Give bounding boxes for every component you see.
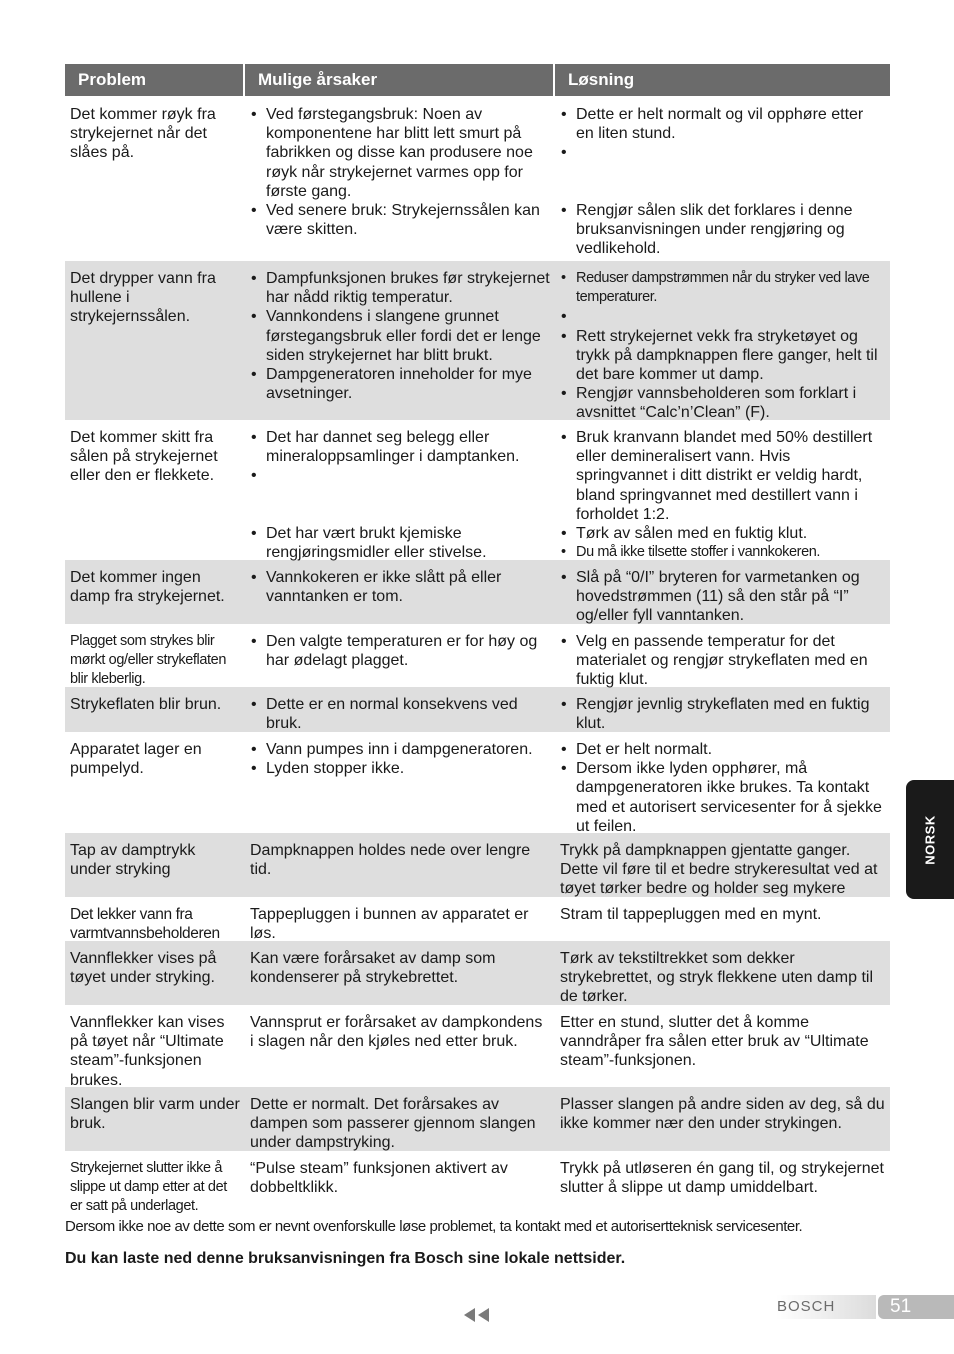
solution-item: • Slå på “0/I” bryteren for varmetanken og hovedstrømmen (11) så den står på “I” og/eller fyll vanntanken. — [560, 568, 885, 626]
solutions-cell — [555, 97, 890, 261]
cause-item: • Det har dannet seg belegg eller mineraloppsamlinger i damptanken. — [250, 428, 550, 466]
problem-cell: Strykeflaten blir brun. — [70, 696, 222, 713]
causes-cell — [245, 261, 555, 420]
spacer — [560, 143, 885, 201]
solutions-cell — [555, 732, 890, 833]
table-row — [65, 687, 890, 732]
table-header — [65, 64, 890, 97]
table-row — [65, 560, 890, 624]
download-note: Du kan laste ned denne bruksanvisningen fra Bosch sine lokale nettsider. — [65, 1250, 626, 1267]
solution-item: • Velg en passende temperatur for det materialet og rengjør strykeflaten med en fuktig klut. — [560, 632, 885, 690]
causes-cell — [245, 687, 555, 732]
solutions-cell: Plasser slangen på andre siden av deg, så du ikke kommer nær den under strykingen. — [560, 1096, 885, 1133]
language-tab-label: NORSK — [922, 814, 938, 865]
problem-cell: Det kommer røyk fra strykejernet når det slåes på. — [70, 106, 216, 162]
problem-cell: Det kommer ingen damp fra strykejernet. — [70, 569, 225, 606]
problem-cell: Plagget som strykes blir mørkt og/eller strykeflaten blir kleberlig. — [70, 633, 226, 688]
solutions-cell — [555, 624, 890, 687]
cause-item: • Ved førstegangsbruk: Noen av komponentene har blitt lett smurt på fabrikken og disse kan produsere noe røyk når strykejernet varmes opp for første gang. — [250, 105, 550, 201]
cause-item: • Dampgeneratoren inneholder for mye avsetninger. — [250, 365, 550, 403]
table-row — [65, 732, 890, 833]
solution-item: • Tørk av sålen med en fuktig klut. — [560, 524, 885, 543]
problem-cell: Vannflekker kan vises på tøyet når “Ultimate steam”-funksjonen brukes. — [70, 1014, 225, 1089]
table-row — [65, 624, 890, 687]
causes-cell — [245, 732, 555, 833]
table-row — [65, 1005, 890, 1087]
solutions-cell: Trykk på dampknappen gjentatte ganger. Dette vil føre til et bedre strykeresultat ved at tøyet tørker bedre og holder seg mykere — [560, 842, 878, 898]
table-row — [65, 941, 890, 1005]
cause-item: • Lyden stopper ikke. — [250, 759, 550, 778]
problem-cell: Det drypper vann fra hullene i strykejernssålen. — [70, 270, 216, 326]
problem-cell: Det lekker vann fra varmtvannsbeholderen — [70, 906, 220, 943]
solution-item: • Dette er helt normalt og vil opphøre etter en liten stund. — [560, 105, 885, 143]
solutions-cell — [555, 420, 890, 560]
table-row — [65, 97, 890, 261]
causes-cell — [245, 624, 555, 687]
table-row — [65, 1087, 890, 1151]
solutions-cell: Etter en stund, slutter det å komme vanndråper fra sålen etter bruk av “Ultimate steam”-funksjonen. — [560, 1014, 869, 1070]
solution-item: • Du må ikke tilsette stoffer i vannkokeren. — [560, 543, 885, 562]
causes-cell: Dampknappen holdes nede over lengre tid. — [250, 842, 531, 879]
solutions-cell — [555, 261, 890, 420]
cause-item: • Dette er en normal konsekvens ved bruk. — [250, 695, 550, 733]
solution-item: • Rengjør jevnlig strykeflaten med en fuktig klut. — [560, 695, 885, 733]
header-causes: Mulige årsaker — [245, 64, 555, 96]
spacer — [560, 307, 885, 326]
header-solution: Løsning — [568, 70, 635, 89]
brand-name: BOSCH — [777, 1298, 836, 1315]
causes-cell — [245, 560, 555, 624]
causes-cell — [245, 97, 555, 261]
solution-item: • Dersom ikke lyden opphører, må dampgeneratoren ikke brukes. Ta kontakt med et autorisert servicesenter for å sjekke ut feilen. — [560, 759, 885, 836]
causes-cell: Vannsprut er forårsaket av dampkondens i slagen når den kjøles ned etter bruk. — [250, 1014, 543, 1051]
cause-item: • Ved senere bruk: Strykejernssålen kan være skitten. — [250, 201, 550, 239]
problem-cell: Det kommer skitt fra sålen på strykejernet eller den er flekkete. — [70, 429, 218, 485]
solution-item: • Det er helt normalt. — [560, 740, 885, 759]
problem-cell: Vannflekker vises på tøyet under stryking. — [70, 950, 217, 987]
table-row — [65, 420, 890, 560]
cause-item: • Den valgte temperaturen er for høy og har ødelagt plagget. — [250, 632, 550, 670]
problem-cell: Tap av damptrykk under stryking — [70, 842, 196, 879]
troubleshooting-table — [65, 64, 890, 1214]
cause-item: • Vann pumpes inn i dampgeneratoren. — [250, 740, 550, 759]
solution-item: • Rett strykejernet vekk fra stryketøyet og trykk på dampknappen flere ganger, helt til det bare kommer ut damp. — [560, 327, 885, 385]
header-problem: Problem — [65, 64, 245, 96]
solutions-cell — [555, 560, 890, 624]
double-left-arrow-icon[interactable] — [463, 1307, 491, 1323]
cause-item: • Det har vært brukt kjemiske rengjøringsmidler eller stivelse. — [250, 524, 550, 562]
problem-cell: Slangen blir varm under bruk. — [70, 1096, 240, 1133]
table-row — [65, 833, 890, 897]
table-row — [65, 261, 890, 420]
service-footnote: Dersom ikke noe av dette som er nevnt ovenforskulle løse problemet, ta kontakt med et autorisertteknisk servicesenter. — [65, 1218, 803, 1235]
causes-cell — [245, 420, 555, 560]
solutions-cell: Trykk på utløseren én gang til, og strykejernet slutter å slippe ut damp umiddelbart. — [560, 1160, 884, 1197]
causes-cell: Dette er normalt. Det forårsakes av dampen som passerer gjennom slangen under dampstryking. — [250, 1096, 536, 1152]
table-row — [65, 1151, 890, 1214]
solution-item: • Rengjør sålen slik det forklares i denne bruksanvisningen under rengjøring og vedlikehold. — [560, 201, 885, 259]
table-row — [65, 897, 890, 941]
problem-cell: Strykejernet slutter ikke å slippe ut damp etter at det er satt på underlaget. — [70, 1160, 227, 1215]
causes-cell: Kan være forårsaket av damp som kondenserer på strykebrettet. — [250, 950, 496, 987]
solution-item: • Reduser dampstrømmen når du stryker ved lave temperaturer. — [560, 269, 885, 307]
solutions-cell: Tørk av tekstiltrekket som dekker strykebrettet, og stryk flekkene uten damp til de tørker. — [560, 950, 874, 1006]
solutions-cell: Stram til tappepluggen med en mynt. — [560, 906, 822, 923]
page-number: 51 — [890, 1296, 912, 1317]
causes-cell: “Pulse steam” funksjonen aktivert av dobbeltklikk. — [250, 1160, 508, 1197]
causes-cell: Tappepluggen i bunnen av apparatet er løs. — [250, 906, 529, 943]
solutions-cell — [555, 687, 890, 732]
cause-item: • Dampfunksjonen brukes før strykejernet har nådd riktig temperatur. — [250, 269, 550, 307]
solution-item: • Rengjør vannsbeholderen som forklart i avsnittet “Calc’n’Clean” (F). — [560, 384, 885, 422]
problem-cell: Apparatet lager en pumpelyd. — [70, 741, 202, 778]
cause-item: • Vannkondens i slangene grunnet førstegangsbruk eller fordi det er lenge siden strykejernet har blitt brukt. — [250, 307, 550, 365]
spacer — [250, 466, 550, 524]
language-tab — [906, 780, 954, 899]
cause-item: • Vannkokeren er ikke slått på eller vanntanken er tom. — [250, 568, 550, 606]
solution-item: • Bruk kranvann blandet med 50% destillert eller demineralisert vann. Hvis springvannet i ditt distrikt er veldig hardt, bland springvannet med destillert vann i forholdet 1:2. — [560, 428, 885, 524]
